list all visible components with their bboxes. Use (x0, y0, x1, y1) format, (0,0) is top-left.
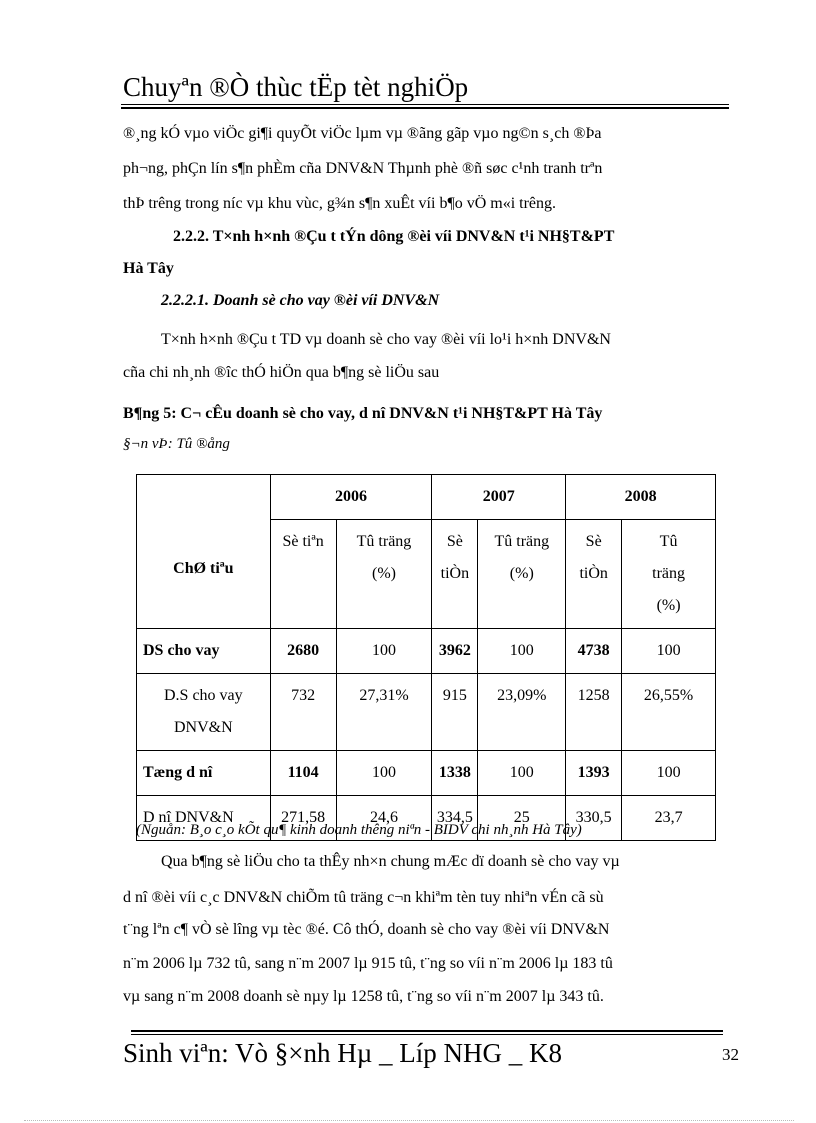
subheader-share-2007 (478, 520, 566, 629)
table-source-note: (Nguån: B¸o c¸o kÕt qu¶ kinh doanh thêng niªn - BIDV chi nh¸nh Hà Tây) (136, 822, 582, 838)
section-para-line-2: cña chi nh¸nh ®îc thÓ hiÖn qua b¶ng sè liÖu sau (123, 364, 440, 381)
footer-rule-thick (131, 1030, 723, 1032)
cell-value: 23,7 (622, 796, 716, 841)
loan-structure-table (136, 474, 716, 841)
subheader-text: (%) (372, 565, 396, 582)
subheader-amount-2007 (432, 520, 478, 629)
cell-value: 24,6 (336, 796, 432, 841)
table-year-row (137, 475, 716, 520)
cell-value: 100 (336, 629, 432, 674)
subheader-text: Sè tiªn (282, 533, 324, 550)
footer-student-info: Sinh viªn: Vò §×nh Hµ _ Líp NHG _ K8 (123, 1038, 563, 1068)
cell-value: 330,5 (566, 796, 622, 841)
year-2008-header: 2008 (566, 475, 716, 520)
cell-value: 25 (478, 796, 566, 841)
subheader-share-2008 (622, 520, 716, 629)
subheader-text: Sè (585, 533, 602, 550)
cell-value: 1104 (270, 751, 336, 796)
analysis-line-3: t¨ng lªn c¶ vÒ sè lîng vµ tèc ®é. Cô thÓ, doanh sè cho vay ®èi víi DNV&N (123, 921, 610, 938)
page-bottom-dotted-line (24, 1120, 794, 1121)
table-unit: §¬n vÞ: Tû ®ång (123, 436, 230, 452)
cell-value: 915 (432, 674, 478, 751)
section-heading: 2.2.2. T×nh h×nh ®Çu t tÝn dông ®èi víi DNV&N t¹i NH§T&PT (173, 228, 615, 245)
year-2007-header: 2007 (432, 475, 566, 520)
subheader-text: tiÒn (440, 565, 470, 582)
row-label-line: D.S cho vay (164, 687, 243, 704)
subheader-text: tiÒn (579, 565, 608, 582)
cell-value: 26,55% (622, 674, 716, 751)
footer-rule-thin (131, 1034, 723, 1035)
cell-value: 100 (622, 629, 716, 674)
subheader-text: Sè (446, 533, 463, 550)
table-row (137, 629, 716, 674)
cell-value: 100 (478, 751, 566, 796)
cell-value: 2680 (270, 629, 336, 674)
cell-value: 1258 (566, 674, 622, 751)
row-label: D nî DNV&N (137, 796, 271, 841)
intro-line-2: ph¬ng, phÇn lín s¶n phÈm cña DNV&N Thµnh phè ®ñ søc c¹nh tranh trªn (123, 160, 603, 177)
page-header-title: Chuyªn ®Ò thùc tËp tèt nghiÖp (123, 72, 469, 102)
row-header-label: ChØ tiªu (173, 559, 234, 577)
analysis-line-5: vµ sang n¨m 2008 doanh sè nµy lµ 1258 tû, t¨ng so víi n¨m 2007 lµ 343 tû. (123, 988, 604, 1005)
cell-value: 271,58 (270, 796, 336, 841)
intro-line-1: ®¸ng kÓ vµo viÖc gi¶i quyÕt viÖc lµm vµ ®ãng gãp vµo ng©n s¸ch ®Þa (123, 125, 602, 142)
cell-value: 4738 (566, 629, 622, 674)
row-label: DS cho vay (137, 629, 271, 674)
cell-value: 3962 (432, 629, 478, 674)
subheader-amount-2006 (270, 520, 336, 629)
header-rule-thin (121, 104, 729, 105)
analysis-line-4: n¨m 2006 lµ 732 tû, sang n¨m 2007 lµ 915 tû, t¨ng so víi n¨m 2006 lµ 183 tû (123, 955, 613, 972)
cell-value: 100 (622, 751, 716, 796)
row-label-line: DNV&N (174, 719, 233, 736)
cell-value: 23,09% (478, 674, 566, 751)
subheader-text: (%) (656, 597, 681, 614)
cell-value: 334,5 (432, 796, 478, 841)
year-2006-header: 2006 (270, 475, 432, 520)
cell-value: 1338 (432, 751, 478, 796)
row-header-cell (137, 475, 271, 629)
row-label: Tæng d nî (137, 751, 271, 796)
page-number: 32 (722, 1045, 739, 1064)
subheader-text: Tû (659, 533, 678, 550)
section-heading-cont: Hà Tây (123, 260, 174, 277)
cell-value: 1393 (566, 751, 622, 796)
table-row (137, 751, 716, 796)
table-row (137, 674, 716, 751)
analysis-line-2: d nî ®èi víi c¸c DNV&N chiÕm tû träng c¬n khiªm tèn tuy nhiªn vÉn cã sù (123, 889, 604, 906)
cell-value: 27,31% (336, 674, 432, 751)
row-label (137, 674, 271, 751)
cell-value: 100 (336, 751, 432, 796)
analysis-line-1: Qua b¶ng sè liÖu cho ta thÊy nh×n chung mÆc dï doanh sè cho vay vµ (161, 853, 620, 870)
intro-line-3: thÞ trêng trong níc vµ khu vùc, g¾n s¶n xuÊt víi b¶o vÖ m«i trêng. (123, 195, 557, 212)
cell-value: 732 (270, 674, 336, 751)
subheader-text: (%) (509, 565, 534, 582)
table-caption: B¶ng 5: C¬ cÊu doanh sè cho vay, d nî DNV&N t¹i NH§T&PT Hà Tây (123, 405, 603, 422)
subsection-heading: 2.2.2.1. Doanh sè cho vay ®èi víi DNV&N (161, 292, 440, 309)
header-rule-thick (121, 107, 729, 109)
section-para-line-1: T×nh h×nh ®Çu t TD vµ doanh sè cho vay ®èi víi lo¹i h×nh DNV&N (161, 331, 611, 348)
subheader-share-2006 (336, 520, 432, 629)
subheader-text: Tû träng (356, 533, 412, 550)
subheader-amount-2008 (566, 520, 622, 629)
subheader-text: träng (652, 565, 685, 582)
subheader-text: Tû träng (494, 533, 550, 550)
cell-value: 100 (478, 629, 566, 674)
